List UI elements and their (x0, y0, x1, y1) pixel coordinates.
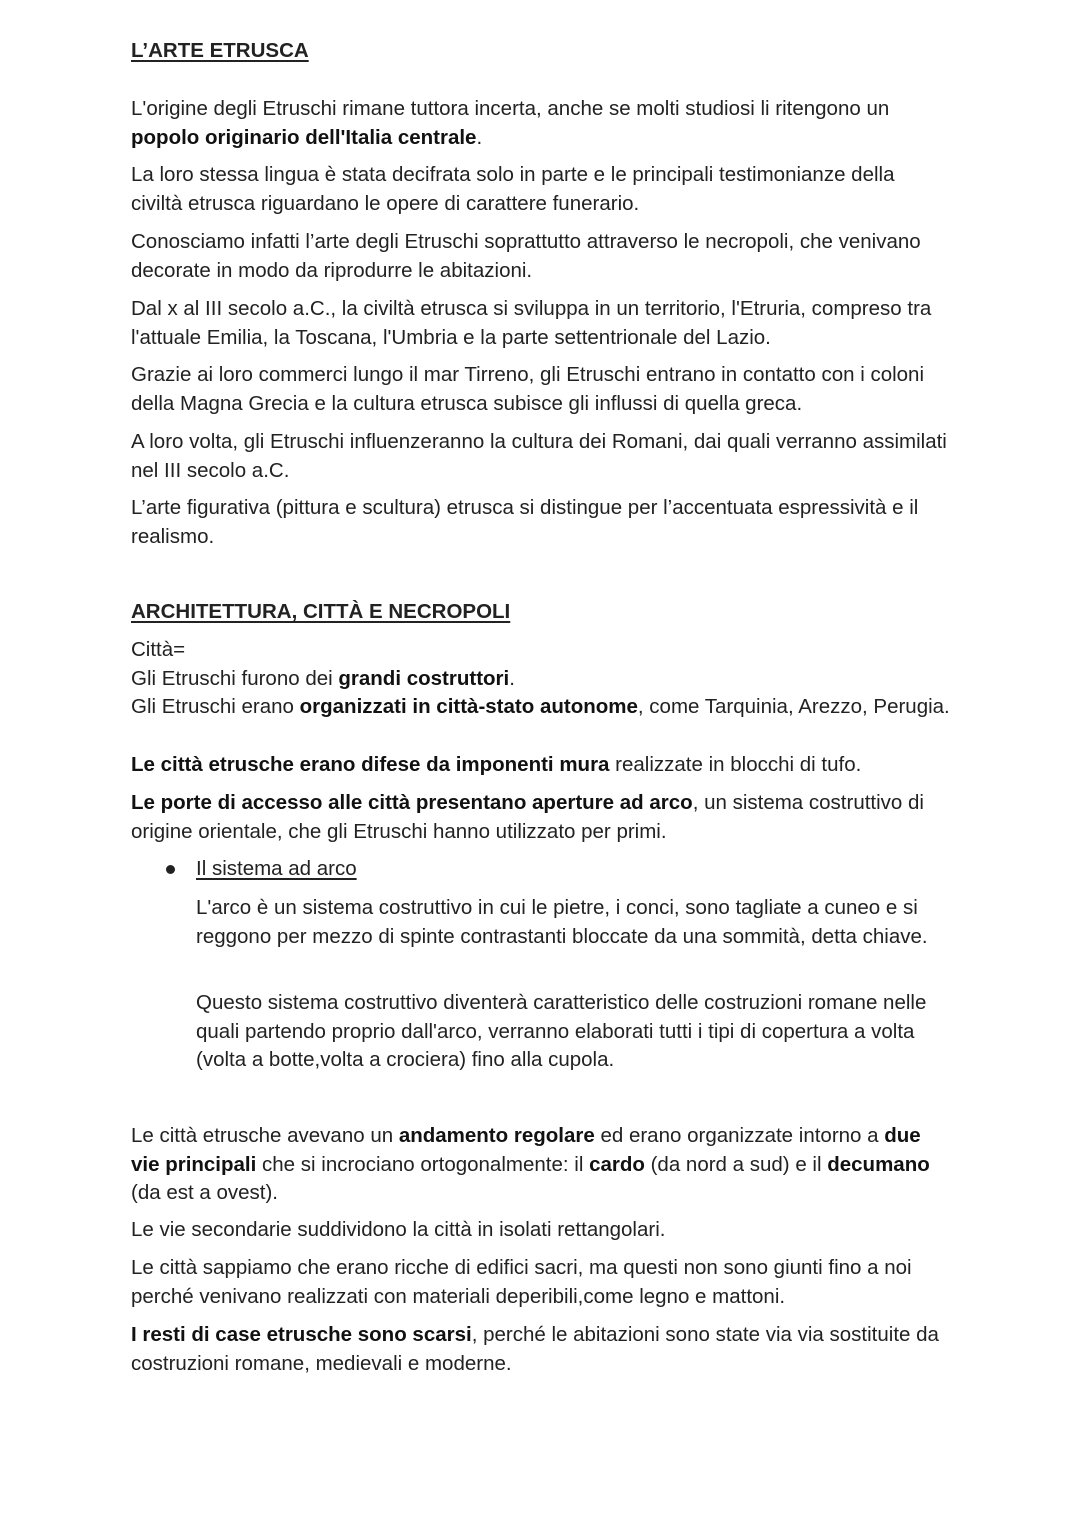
paragraph-arco-romani: Questo sistema costruttivo diventerà caratteristico delle costruzioni romane nelle quali partendo proprio dall'arco, verranno elaborati tutti i tipi di copertura a volta (volta a botte,volta a crociera) fino alla cupola. (196, 991, 927, 1071)
bullet-label: Il sistema ad arco (196, 857, 357, 880)
citta-label: Città= (131, 638, 186, 661)
paragraph-necropoli: Conosciamo infatti l’arte degli Etruschi soprattutto attraverso le necropoli, che venivano decorate in modo da riprodurre le abitazioni. (131, 230, 921, 282)
paragraph-vie-principali: Le città etrusche avevano un andamento regolare ed erano organizzate intorno a due vie principali che si incrociano ortogonalmente: il cardo (da nord a sud) e il decumano (da est a ovest). (131, 1124, 930, 1204)
paragraph-arte-figurativa: L’arte figurativa (pittura e scultura) etrusca si distingue per l’accentuata espressività e il realismo. (131, 496, 919, 548)
line-citta-stato: Gli Etruschi erano organizzati in città-stato autonome, come Tarquinia, Arezzo, Perugia. (131, 695, 950, 718)
paragraph-romani: A loro volta, gli Etruschi influenzeranno la cultura dei Romani, dai quali verranno assimilati nel III secolo a.C. (131, 430, 947, 482)
paragraph-commerci: Grazie ai loro commerci lungo il mar Tirreno, gli Etruschi entrano in contatto con i coloni della Magna Grecia e la cultura etrusca subisce gli influssi di quella greca. (131, 363, 925, 415)
paragraph-territorio: Dal x al III secolo a.C., la civiltà etrusca si sviluppa in un territorio, l'Etruria, compreso tra l'attuale Emilia, la Toscana, l'Umbria e la parte settentrionale del Lazio. (131, 297, 932, 349)
paragraph-edifici-sacri: Le città sappiamo che erano ricche di edifici sacri, ma questi non sono giunti fino a noi perché venivano realizzati con materiali deperibili,come legno e mattoni. (131, 1256, 912, 1308)
section-title-arte-etrusca: L’ARTE ETRUSCA (131, 39, 309, 62)
paragraph-resti-case: I resti di case etrusche sono scarsi, perché le abitazioni sono state via via sostituite da costruzioni romane, medievali e moderne. (131, 1323, 939, 1375)
section-title-architettura: ARCHITETTURA, CITTÀ E NECROPOLI (131, 600, 511, 623)
paragraph-porte: Le porte di accesso alle città presentano aperture ad arco, un sistema costruttivo di origine orientale, che gli Etruschi hanno utilizzato per primi. (131, 791, 924, 843)
paragraph-lingua: La loro stessa lingua è stata decifrata solo in parte e le principali testimonianze della civiltà etrusca riguardano le opere di carattere funerario. (131, 163, 895, 215)
line-mura: Le città etrusche erano difese da imponenti mura realizzate in blocchi di tufo. (131, 753, 862, 776)
paragraph-vie-secondarie: Le vie secondarie suddividono la città in isolati rettangolari. (131, 1218, 666, 1241)
bullet-dot-icon (166, 865, 175, 874)
line-costruttori: Gli Etruschi furono dei grandi costruttori. (131, 667, 515, 690)
paragraph-origine: L'origine degli Etruschi rimane tuttora incerta, anche se molti studiosi li ritengono un popolo originario dell'Italia centrale. (131, 97, 890, 149)
paragraph-arco-definizione: L'arco è un sistema costruttivo in cui le pietre, i conci, sono tagliate a cuneo e si reggono per mezzo di spinte contrastanti bloccate da una sommità, detta chiave. (196, 896, 928, 948)
